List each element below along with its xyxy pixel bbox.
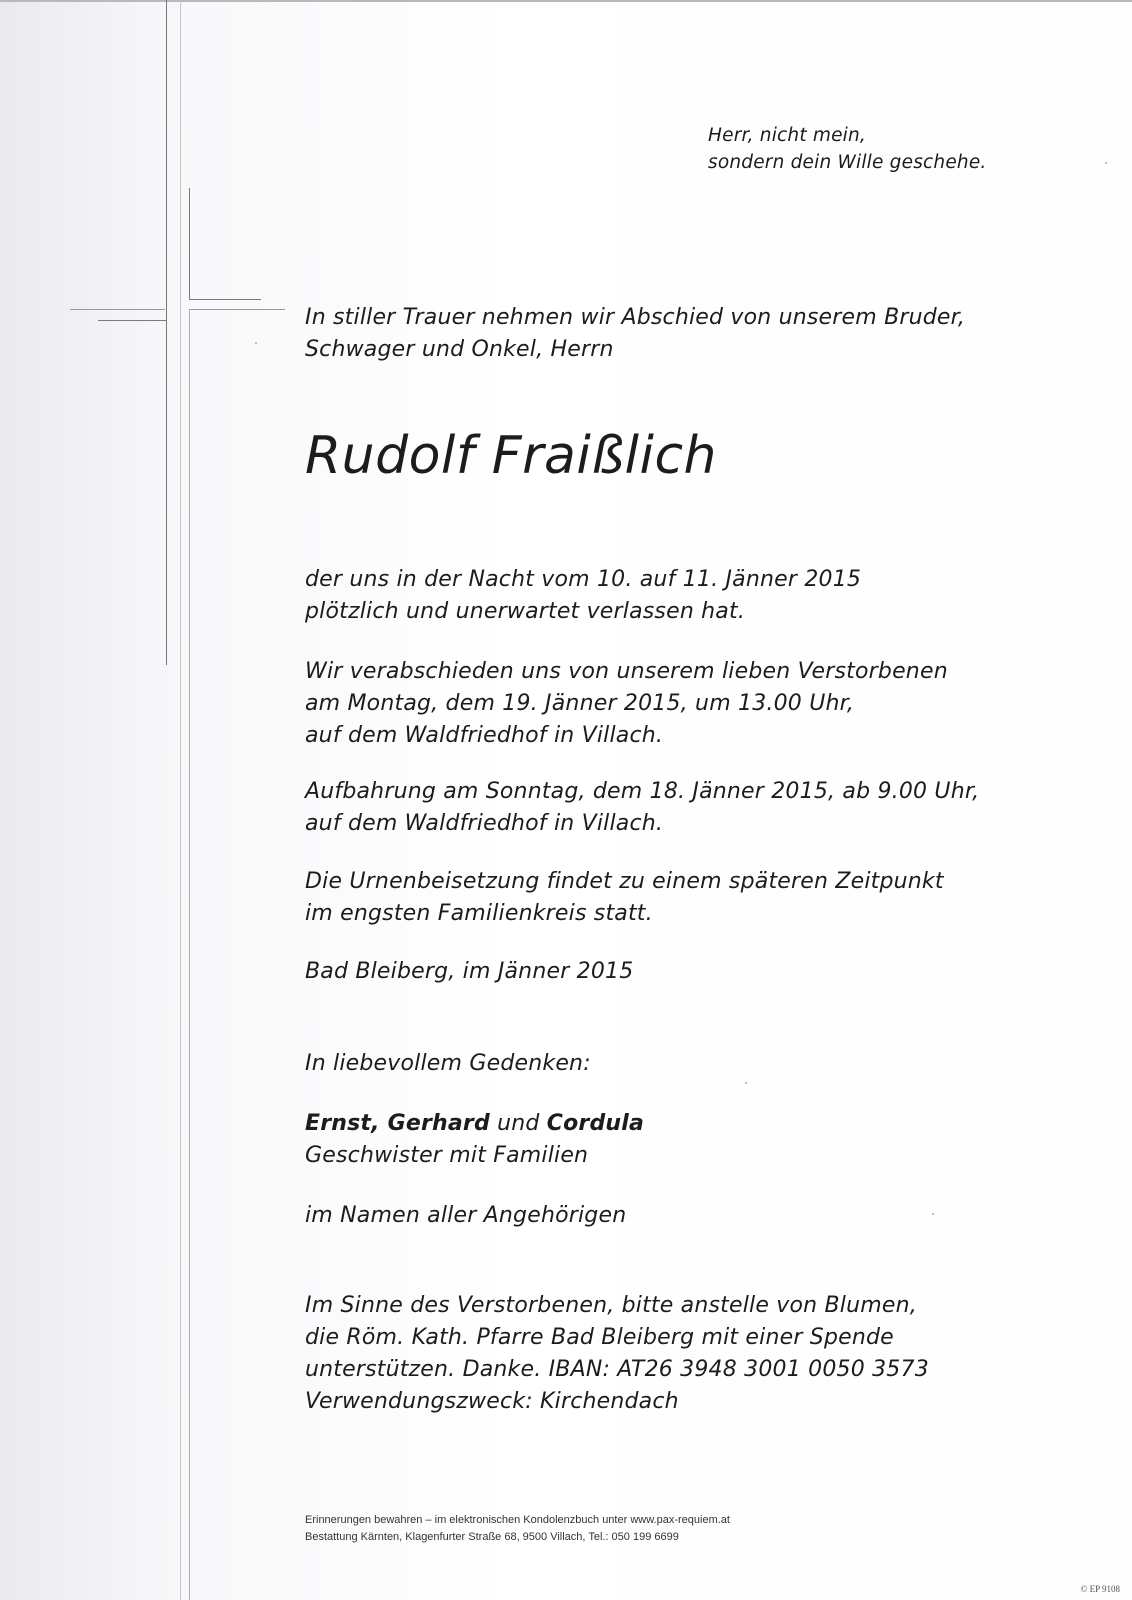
donation-line-2: die Röm. Kath. Pfarre Bad Bleiberg mit einer Spende [305,1325,894,1350]
remembrance-heading: In liebevollem Gedenken: [305,1051,591,1076]
scan-speck [255,342,257,344]
deceased-name: Rudolf Fraißlich [305,426,717,486]
donation-line-1: Im Sinne des Verstorbenen, bitte anstelle von Blumen, [305,1293,917,1318]
death-notice [305,564,861,628]
motto [708,122,987,176]
farewell-line-3: auf dem Waldfriedhof in Villach. [305,723,664,748]
urn-line-1: Die Urnenbeisetzung findet zu einem späteren Zeitpunkt [305,869,944,894]
intro-line-2: Schwager und Onkel, Herrn [305,337,614,362]
place-date: Bad Bleiberg, im Jänner 2015 [305,959,634,984]
scan-speck [745,1082,747,1084]
scan-speck [932,1213,934,1215]
farewell-line-2: am Montag, dem 19. Jänner 2015, um 13.00 Uhr, [305,691,855,716]
urn-line-2: im engsten Familienkreis statt. [305,901,653,926]
viewing-line-2: auf dem Waldfriedhof in Villach. [305,811,664,836]
footer-condolence-line: Erinnerungen bewahren – im elektronischen Kondolenzbuch unter www.pax-requiem.at [305,1514,730,1526]
motto-line-2: sondern dein Wille geschehe. [708,152,987,173]
scan-speck [1105,162,1107,164]
death-notice-line-2: plötzlich und unerwartet verlassen hat. [305,599,746,624]
mourner-conjunction: und [489,1111,547,1136]
mourner-relation: Geschwister mit Familien [305,1143,589,1168]
relatives-line: im Namen aller Angehörigen [305,1203,627,1228]
footer-address-line: Bestattung Kärnten, Klagenfurter Straße 68, 9500 Villach, Tel.: 050 199 6699 [305,1531,679,1543]
mourner-names-2: Cordula [546,1111,645,1136]
viewing-line-1: Aufbahrung am Sonntag, dem 18. Jänner 2015, ab 9.00 Uhr, [305,779,980,804]
donation-line-4: Verwendungszweck: Kirchendach [305,1389,679,1414]
farewell-notice [305,656,948,752]
copyright-mark: © EP 9108 [1080,1584,1120,1594]
intro-line-1: In stiller Trauer nehmen wir Abschied von unserem Bruder, [305,305,966,330]
top-border-line [0,0,1132,2]
donation-line-3: unterstützen. Danke. IBAN: AT26 3948 3001 0050 3573 [305,1357,929,1382]
donation-request [305,1290,929,1418]
mourner-names-1: Ernst, Gerhard [305,1111,490,1136]
death-notice-line-1: der uns in der Nacht vom 10. auf 11. Jänner 2015 [305,567,862,592]
farewell-line-1: Wir verabschieden uns von unserem lieben Verstorbenen [305,659,948,684]
viewing-notice [305,776,979,840]
motto-line-1: Herr, nicht mein, [708,125,867,146]
intro-text [305,302,965,366]
urn-notice [305,866,944,930]
mourners [305,1108,644,1172]
